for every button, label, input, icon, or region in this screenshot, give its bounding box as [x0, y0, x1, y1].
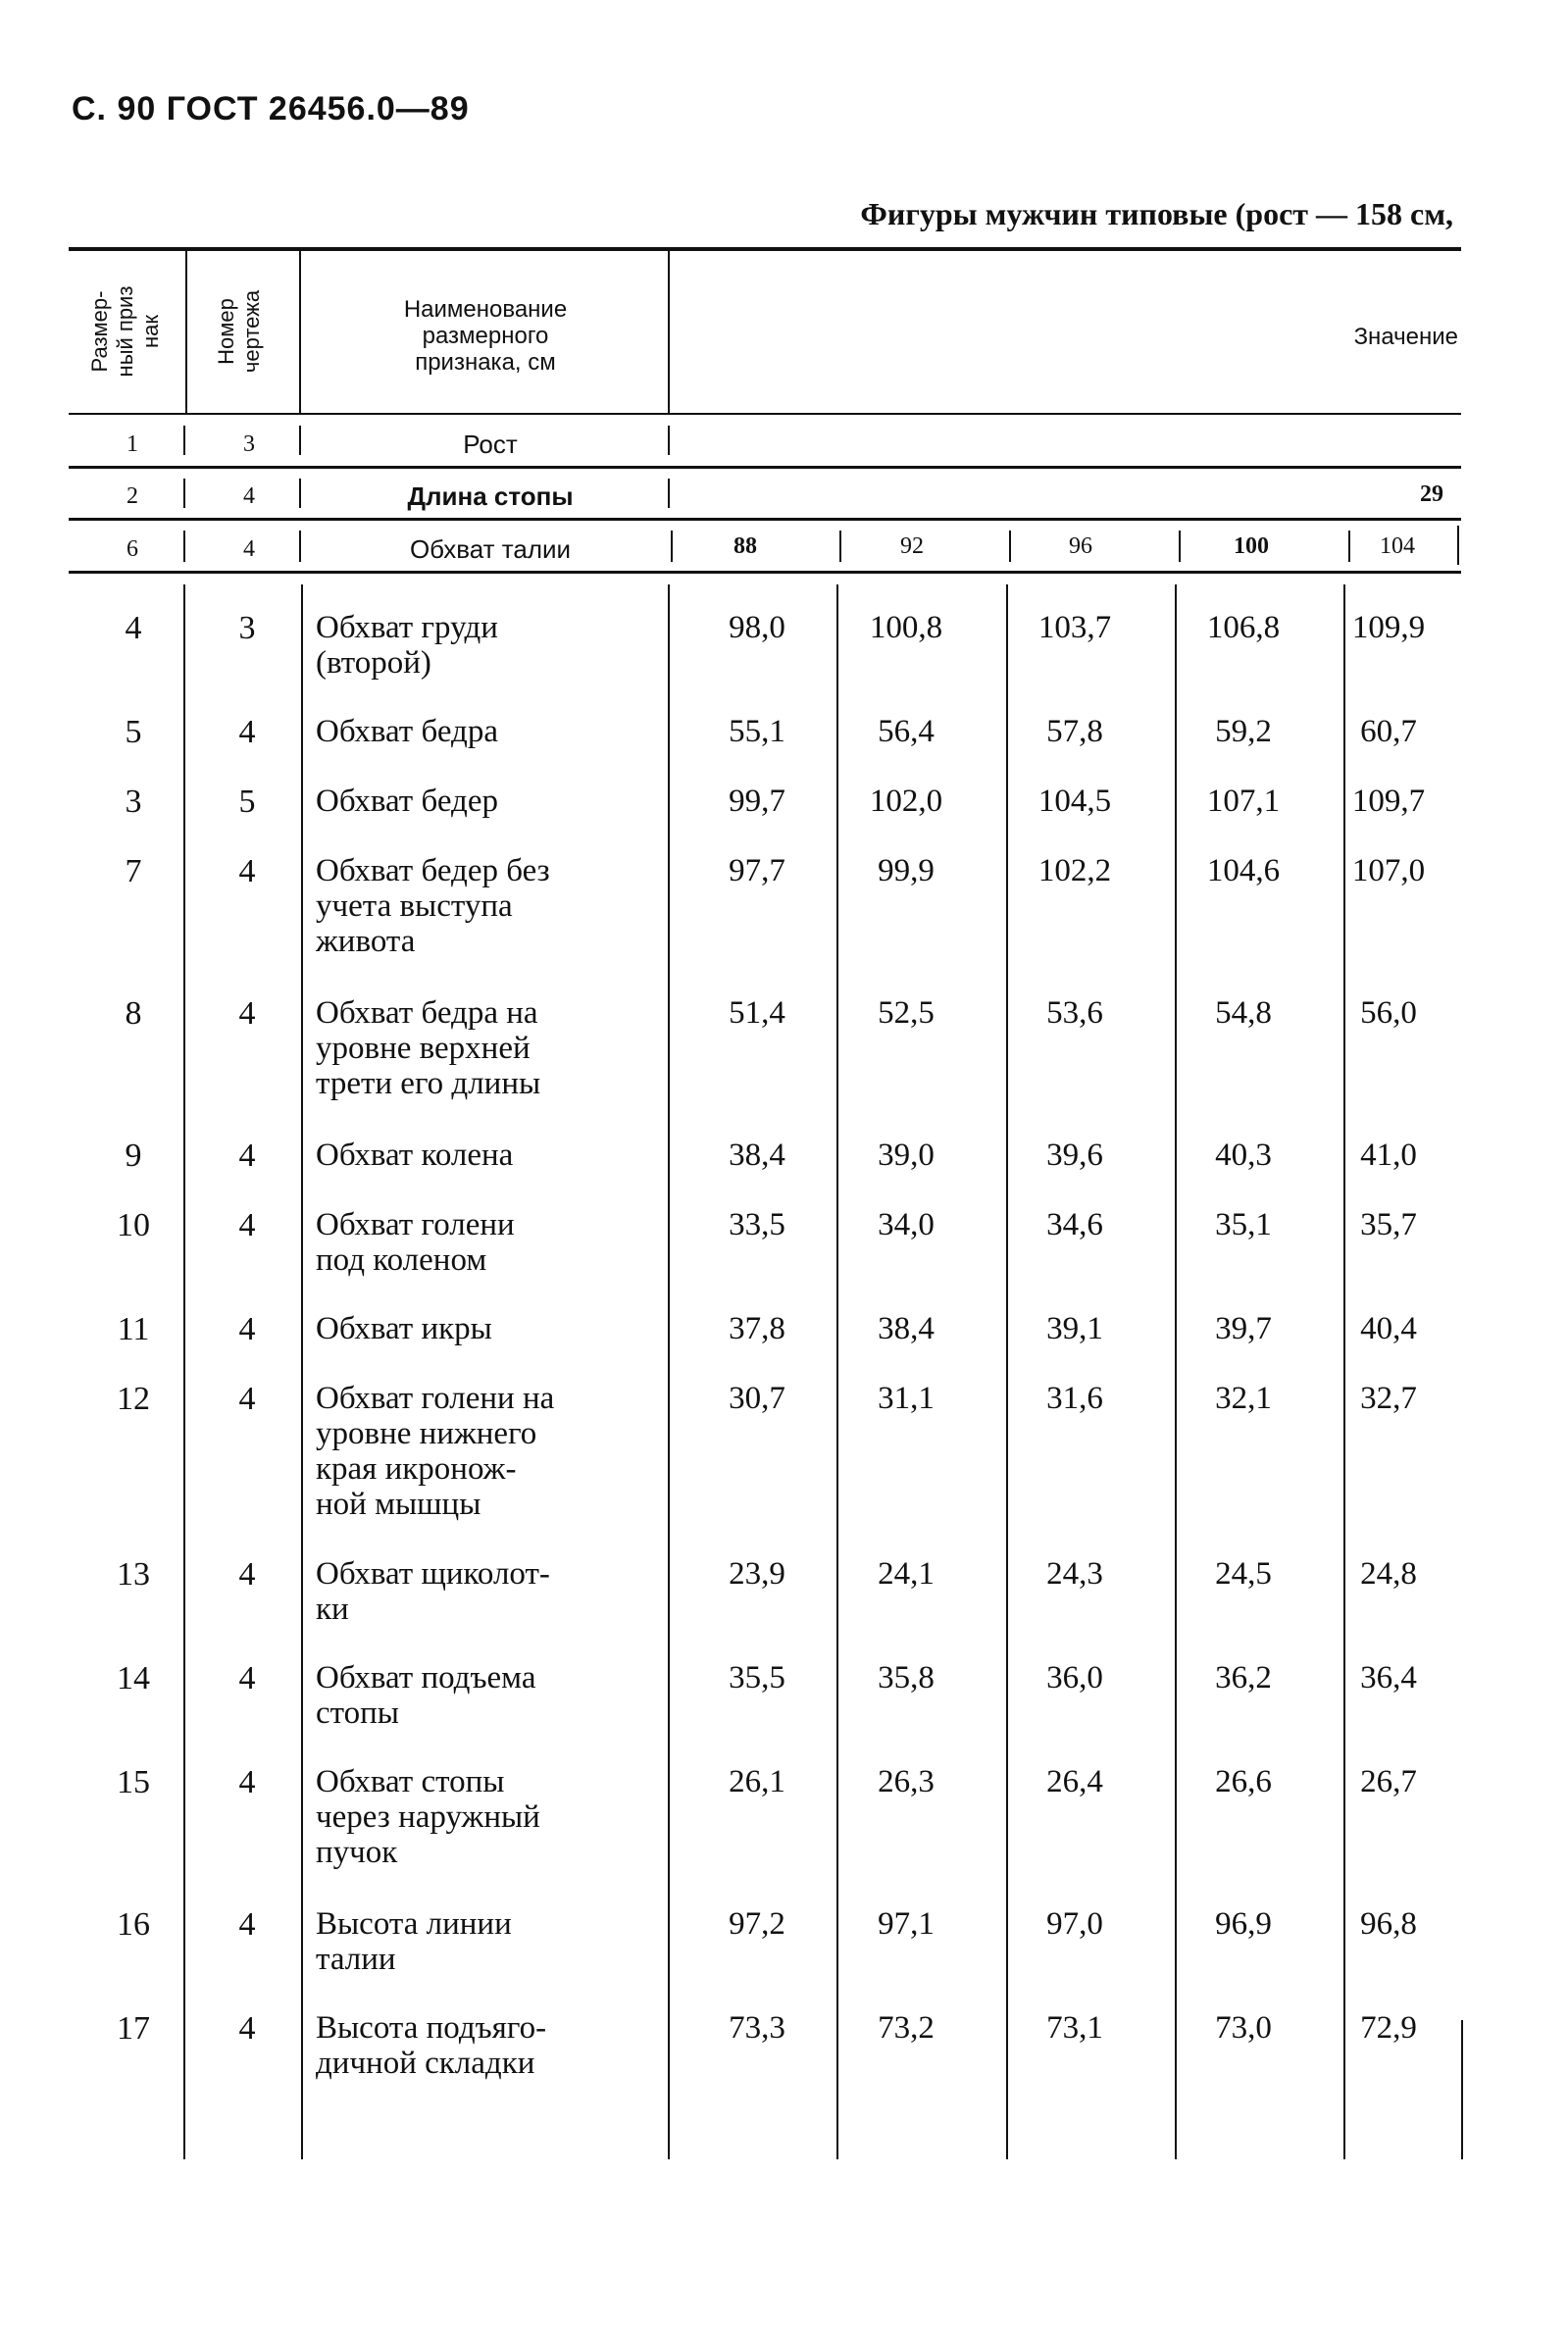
row-value: 36,2 [1215, 1660, 1272, 1695]
row-value: 24,8 [1360, 1556, 1417, 1592]
row-drawing-number: 4 [238, 1660, 256, 1696]
row-value: 96,8 [1360, 1906, 1417, 1942]
row-number: 9 [125, 1138, 142, 1174]
vline-s2b [299, 479, 301, 508]
sub-row-3-label: Обхват талии [409, 534, 572, 564]
row-value: 104,6 [1206, 853, 1281, 888]
row-value: 26,6 [1215, 1764, 1272, 1799]
row-number: 15 [117, 1764, 150, 1800]
row-value: 35,1 [1215, 1207, 1272, 1242]
vline-s3e [1009, 531, 1011, 562]
row-value: 38,4 [729, 1138, 785, 1173]
sub-row-1-num: 1 [126, 431, 138, 457]
row-feature-name: Обхват икры [316, 1311, 492, 1346]
sub-row-3-num: 6 [126, 536, 138, 562]
header-size-feature: Размер- ный приз нак [87, 285, 163, 378]
vline-s3f [1179, 531, 1181, 562]
sub-row-2-num: 2 [126, 483, 138, 509]
row-value: 24,3 [1046, 1556, 1103, 1592]
vline-s3a [183, 531, 185, 562]
row-drawing-number: 4 [238, 1138, 256, 1174]
waist-value-5: 104 [1380, 533, 1415, 559]
row-drawing-number: 4 [238, 1764, 256, 1800]
row-number: 7 [125, 853, 142, 889]
row-value: 23,9 [729, 1556, 785, 1592]
table-title: Фигуры мужчин типовые (рост — 158 см, [860, 196, 1453, 231]
row-value: 55,1 [729, 714, 785, 749]
row-value: 26,3 [878, 1764, 935, 1799]
row-value: 97,0 [1046, 1906, 1103, 1942]
row-value: 26,7 [1360, 1764, 1417, 1799]
waist-value-2: 92 [900, 533, 924, 559]
row-value: 102,0 [869, 784, 943, 819]
row-value: 107,1 [1206, 784, 1281, 819]
row-number: 5 [125, 714, 142, 750]
row-value: 97,7 [729, 853, 785, 888]
row-value: 34,6 [1046, 1207, 1103, 1242]
row-value: 73,3 [729, 2010, 785, 2046]
row-feature-name: Обхват подъема стопы [316, 1660, 536, 1731]
waist-value-3: 96 [1069, 533, 1092, 559]
vline-s1c [668, 426, 670, 455]
vline-h1 [185, 251, 187, 413]
waist-value-1: 88 [733, 533, 757, 559]
row-value: 31,6 [1046, 1381, 1103, 1416]
vline-h2 [299, 251, 301, 413]
row-value: 35,8 [878, 1660, 935, 1695]
row-drawing-number: 4 [238, 714, 256, 750]
row-feature-name: Обхват щиколот- ки [316, 1556, 550, 1627]
row-value: 40,4 [1360, 1311, 1417, 1346]
rule-sub2 [69, 518, 1461, 521]
row-value: 39,6 [1046, 1138, 1103, 1173]
row-value: 38,4 [878, 1311, 935, 1346]
row-number: 8 [125, 995, 142, 1032]
header-drawing-number: Номер чертежа [214, 289, 264, 374]
row-value: 40,3 [1215, 1138, 1272, 1173]
row-value: 96,9 [1215, 1906, 1272, 1942]
row-value: 51,4 [729, 995, 785, 1031]
row-value: 36,4 [1360, 1660, 1417, 1695]
row-value: 52,5 [878, 995, 935, 1031]
row-value: 56,0 [1360, 995, 1417, 1031]
row-value: 26,1 [729, 1764, 785, 1799]
sub-row-1-drawing: 3 [243, 431, 255, 457]
row-drawing-number: 4 [238, 2010, 256, 2047]
vline-b3 [668, 584, 670, 2159]
row-value: 60,7 [1360, 714, 1417, 749]
row-feature-name: Обхват бедра на уровне верхней трети его длины [316, 995, 541, 1101]
vline-s2c [668, 479, 670, 508]
row-feature-name: Высота линии талии [316, 1906, 512, 1977]
header-feature-name: Наименование размерного признака, см [403, 296, 568, 376]
row-value: 98,0 [729, 610, 785, 645]
row-drawing-number: 4 [238, 1381, 256, 1417]
vline-h3 [668, 251, 670, 413]
vline-s1b [299, 426, 301, 455]
row-value: 24,5 [1215, 1556, 1272, 1592]
row-feature-name: Обхват стопы через наружный пучок [316, 1764, 540, 1870]
row-value: 31,1 [878, 1381, 935, 1416]
row-value: 30,7 [729, 1381, 785, 1416]
vline-s3b [299, 531, 301, 562]
row-value: 99,7 [729, 784, 785, 819]
row-value: 39,0 [878, 1138, 935, 1173]
row-number: 3 [125, 784, 142, 820]
row-feature-name: Обхват бедер без учета выступа живота [316, 853, 550, 959]
row-feature-name: Обхват бедра [316, 714, 498, 749]
vline-s3g [1348, 531, 1350, 562]
sub-row-2-label: Длина стопы [407, 481, 574, 511]
sub-row-2-drawing: 4 [243, 483, 255, 509]
row-value: 97,2 [729, 1906, 785, 1942]
row-value: 32,7 [1360, 1381, 1417, 1416]
row-drawing-number: 4 [238, 1906, 256, 1943]
rule-header-bottom [69, 413, 1461, 415]
row-value: 73,1 [1046, 2010, 1103, 2046]
row-number: 11 [117, 1311, 150, 1347]
row-value: 73,2 [878, 2010, 935, 2046]
vline-s1a [183, 426, 185, 455]
row-value: 103,7 [1037, 610, 1112, 645]
row-feature-name: Обхват груди (второй) [316, 610, 498, 681]
vline-s2a [183, 479, 185, 508]
row-value: 59,2 [1215, 714, 1272, 749]
row-drawing-number: 4 [238, 853, 256, 889]
vline-b2 [301, 584, 303, 2159]
row-feature-name: Обхват голени на уровне нижнего края икронож- ной мышцы [316, 1381, 555, 1522]
row-value: 109,7 [1351, 784, 1426, 819]
row-value: 41,0 [1360, 1138, 1417, 1173]
row-number: 16 [117, 1906, 150, 1943]
row-value: 104,5 [1037, 784, 1112, 819]
row-drawing-number: 4 [238, 995, 256, 1032]
row-value: 97,1 [878, 1906, 935, 1942]
row-number: 17 [117, 2010, 150, 2047]
row-value: 37,8 [729, 1311, 785, 1346]
row-value: 32,1 [1215, 1381, 1272, 1416]
row-value: 35,7 [1360, 1207, 1417, 1242]
rule-sub1 [69, 466, 1461, 469]
row-value: 57,8 [1046, 714, 1103, 749]
sub-row-2-value: 29 [1420, 481, 1443, 507]
row-feature-name: Обхват бедер [316, 784, 498, 819]
waist-value-4: 100 [1234, 533, 1269, 559]
sub-row-1-label: Рост [463, 430, 518, 459]
row-value: 72,9 [1360, 2010, 1417, 2046]
row-value: 54,8 [1215, 995, 1272, 1031]
row-value: 36,0 [1046, 1660, 1103, 1695]
row-value: 53,6 [1046, 995, 1103, 1031]
row-value: 99,9 [878, 853, 935, 888]
row-number: 4 [125, 610, 142, 646]
row-value: 26,4 [1046, 1764, 1103, 1799]
row-value: 34,0 [878, 1207, 935, 1242]
row-value: 73,0 [1215, 2010, 1272, 2046]
row-drawing-number: 3 [238, 610, 256, 646]
vline-s3c [671, 531, 673, 562]
row-value: 24,1 [878, 1556, 935, 1592]
row-number: 12 [117, 1381, 150, 1417]
header-value: Значение [1353, 324, 1458, 350]
vline-b1 [183, 584, 185, 2159]
row-value: 100,8 [869, 610, 943, 645]
row-value: 35,5 [729, 1660, 785, 1695]
row-number: 10 [117, 1207, 150, 1243]
rule-top [69, 247, 1461, 251]
vline-s3h [1457, 526, 1459, 565]
row-value: 106,8 [1206, 610, 1281, 645]
row-drawing-number: 4 [238, 1556, 256, 1593]
row-drawing-number: 5 [238, 784, 256, 820]
row-number: 14 [117, 1660, 150, 1696]
row-feature-name: Высота подъяго- дичной складки [316, 2010, 547, 2081]
page-header: С. 90 ГОСТ 26456.0—89 [72, 90, 470, 127]
row-value: 56,4 [878, 714, 935, 749]
sub-row-3-drawing: 4 [243, 536, 255, 562]
row-value: 39,7 [1215, 1311, 1272, 1346]
row-value: 109,9 [1351, 610, 1426, 645]
row-number: 13 [117, 1556, 150, 1593]
vline-s3d [839, 531, 841, 562]
row-value: 107,0 [1351, 853, 1426, 888]
row-value: 33,5 [729, 1207, 785, 1242]
row-feature-name: Обхват голени под коленом [316, 1207, 515, 1278]
row-value: 102,2 [1037, 853, 1112, 888]
rule-sub3 [69, 571, 1461, 574]
row-drawing-number: 4 [238, 1207, 256, 1243]
row-drawing-number: 4 [238, 1311, 256, 1347]
row-feature-name: Обхват колена [316, 1138, 514, 1173]
row-value: 39,1 [1046, 1311, 1103, 1346]
